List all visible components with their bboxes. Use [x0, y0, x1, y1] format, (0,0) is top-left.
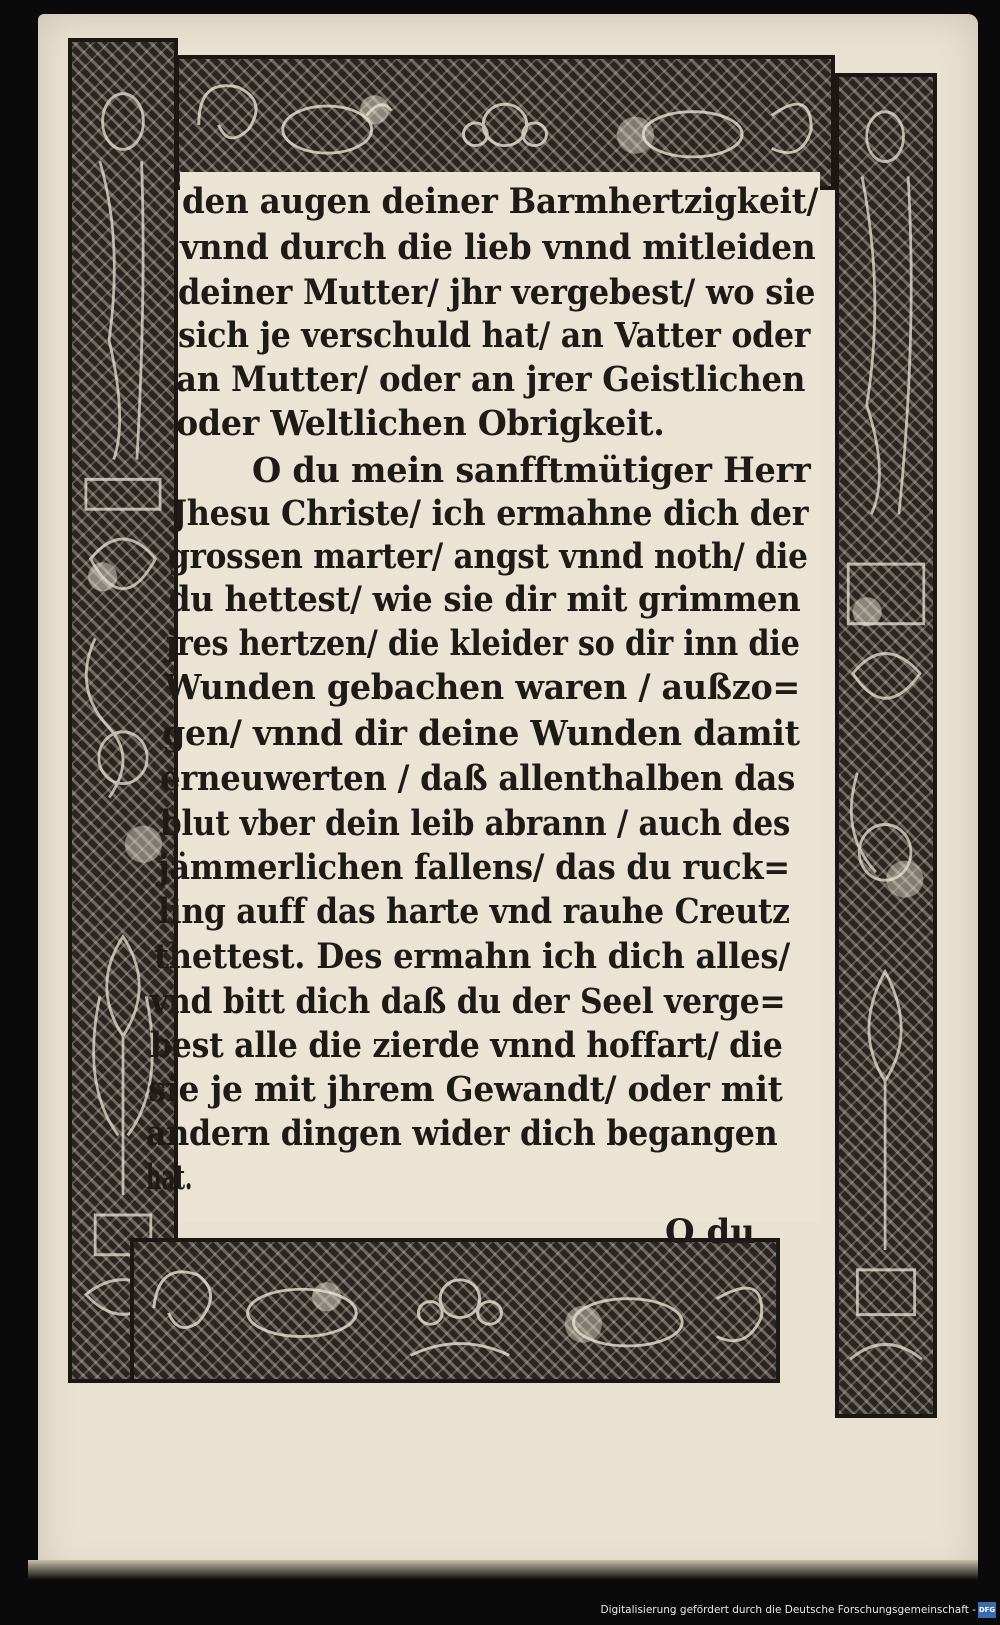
woodcut-border-bottom	[130, 1238, 780, 1383]
text-line: gen/ vnnd dir deine Wunden damit	[162, 713, 800, 754]
text-line: vnd bitt dich daß du der Seel verge=	[150, 981, 786, 1022]
text-line: blut vber dein leib abrann / auch des	[160, 803, 791, 844]
text-line: grossen marter/ angst vnnd noth/ die	[168, 536, 808, 577]
text-line: erneuwerten / daß allenthalben das	[160, 758, 796, 799]
text-line: ling auff das harte vnd rauhe Creutz	[158, 891, 790, 932]
text-line: hat.	[146, 1157, 193, 1198]
woodcut-border-top	[175, 55, 835, 190]
text-line: best alle die zierde vnnd hoffart/ die	[150, 1025, 783, 1066]
text-line: an Mutter/ oder an jrer Geistlichen	[176, 359, 806, 400]
text-line: Wunden gebachen waren / außzo=	[164, 667, 801, 708]
dfg-logo-icon: DFG	[978, 1602, 996, 1618]
text-line: den augen deiner Barmhertzigkeit/	[182, 181, 819, 222]
text-line: sie je mit jhrem Gewandt/ oder mit	[148, 1069, 783, 1110]
catchword: O du	[665, 1212, 755, 1252]
text-line: du hettest/ wie sie dir mit grimmen	[168, 579, 801, 620]
funding-credit: Digitalisierung gefördert durch die Deutsche Forschungsgemeinschaft -	[600, 1604, 976, 1616]
text-line: jämmerlichen fallens/ das du ruck=	[158, 847, 790, 888]
text-line: O du mein sanfftmütiger Herr	[252, 450, 811, 491]
text-line: sich je verschuld hat/ an Vatter oder	[178, 315, 811, 356]
woodcut-border-right	[835, 73, 937, 1418]
text-line: deiner Mutter/ jhr vergebest/ wo sie	[178, 272, 816, 313]
text-line: thettest. Des ermahn ich dich alles/	[154, 936, 790, 977]
page-bottom-edge	[28, 1560, 978, 1580]
text-line: Jhesu Christe/ ich ermahne dich der	[172, 493, 809, 534]
text-line: jres hertzen/ die kleider so dir inn die	[166, 623, 800, 664]
text-line: oder Weltlichen Obrigkeit.	[176, 403, 665, 444]
text-line: andern dingen wider dich begangen	[146, 1113, 778, 1154]
text-line: vnnd durch die lieb vnnd mitleiden	[180, 227, 816, 268]
